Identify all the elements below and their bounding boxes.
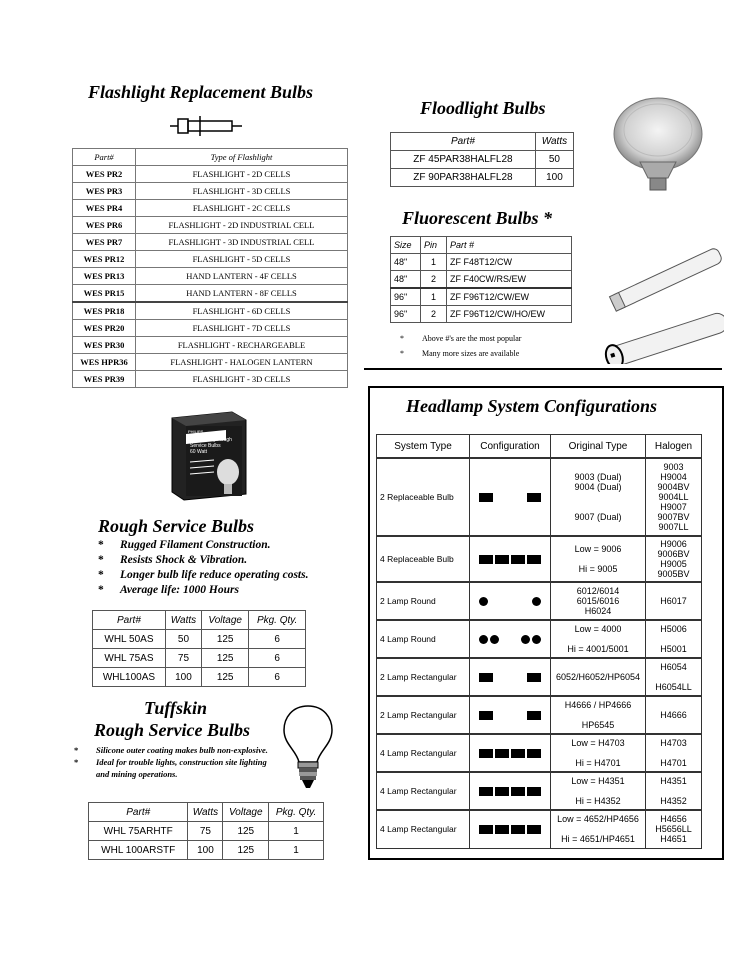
halogen [646,582,702,620]
col-header: Type of Flashlight [136,149,348,166]
configuration-diagram [470,786,550,796]
table-row [377,810,702,848]
flashlight-type: FLASHLIGHT - 7D CELLS [136,320,348,337]
rect-lamp-icon [495,749,509,758]
table-row [377,536,702,582]
bullet-item: * Rugged Filament Construction. [98,538,308,553]
rect-lamp-icon [495,787,509,796]
halogen-line: H5656LL [655,824,692,835]
fluorescent-tube-image [600,232,724,364]
lamp-group [478,492,494,502]
system-type: 2 Replaceable Bulb [377,458,470,536]
original-type [551,772,646,810]
flashlight-type: FLASHLIGHT - 6D CELLS [136,302,348,320]
flashlight-type: FLASHLIGHT - 2D CELLS [136,166,348,183]
original-type [551,696,646,734]
original-line: Hi = H4701 [575,758,621,768]
size: 48" [391,271,421,289]
table-cell: 125 [202,668,249,687]
col-header: Pkg. Qty. [269,803,324,822]
original-line [551,492,645,502]
rect-lamp-icon [479,825,493,834]
table-cell: 75 [188,822,223,841]
table-cell: 125 [223,822,269,841]
original-line: 9007 (Dual) [574,512,622,522]
halogen-line: 9007LL [658,522,689,532]
halogen-line: H4651 [660,834,687,845]
lamp-group [478,672,494,682]
part-number: ZF 45PAR38HALFL28 [391,151,536,169]
table-cell: 1 [269,841,324,860]
halogen [646,536,702,582]
round-lamp-icon [521,635,530,644]
lamp-group [478,748,510,758]
original-line [551,554,645,564]
halogen-line: 9004BV [657,482,690,492]
size: 96" [391,306,421,323]
par-floodlight-image [610,96,706,194]
part-number: ZF F48T12/CW [447,254,572,271]
original-line [551,634,645,644]
rect-lamp-icon [479,749,493,758]
bullet-item: * Average life: 1000 Hours [98,583,308,598]
flashlight-type: HAND LANTERN - 8F CELLS [136,285,348,303]
bulb-image [282,704,334,792]
halogen-line: H5006 [660,624,687,634]
rect-lamp-icon [527,673,541,682]
part-number: WES PR3 [73,183,136,200]
floodlight-title: Floodlight Bulbs [420,98,546,118]
flashlight-title: Flashlight Replacement Bulbs [88,82,314,102]
note: Many more sizes are available [422,349,520,358]
rect-lamp-icon [495,555,509,564]
headlamp-title: Headlamp System Configurations [406,396,658,416]
floodlight-table [390,132,574,187]
halogen-line: H6054LL [655,682,692,692]
col-header: Voltage [202,611,249,630]
package-line: Service Bulbs [190,443,221,449]
col-header: Voltage [223,803,269,822]
table-row [73,200,348,217]
halogen-line: H9004 [660,472,687,482]
table-row [377,696,702,734]
table-row [73,285,348,303]
original-line: Low = 4652/HP4656 [557,814,639,825]
table-cell: 6 [249,649,306,668]
col-header: Part # [447,237,572,254]
package-line: Heavy Duty Rough [190,437,232,443]
table-row [73,234,348,251]
lamp-group [478,596,489,606]
part-number: WES PR39 [73,371,136,388]
configuration [470,620,551,658]
original-line: 6012/6014 [576,586,620,596]
rect-lamp-icon [527,711,541,720]
configuration [470,536,551,582]
halogen-line: H9005 [660,559,687,569]
rect-lamp-icon [479,711,493,720]
table-row [377,658,702,696]
table-row [93,649,306,668]
pin: 2 [421,271,447,289]
table-row [73,371,348,388]
halogen-line: 9003 [663,462,684,472]
system-type: 4 Lamp Rectangular [377,772,470,810]
original-type [551,582,646,620]
original-line [551,748,645,758]
bullet-item: * Resists Shock & Vibration. [98,553,308,568]
halogen-line [646,786,701,796]
col-header: Part# [391,133,536,151]
original-line: H4666 / HP4666 [564,700,632,710]
original-type [551,810,646,848]
part-number: WES PR18 [73,302,136,320]
rect-lamp-icon [511,787,525,796]
table-cell: WHL100AS [93,668,166,687]
part-number: ZF F96T12/CW/HO/EW [447,306,572,323]
table-row [73,251,348,268]
part-number: ZF F96T12/CW/EW [447,288,572,306]
table-row [93,630,306,649]
halogen-line [646,748,701,758]
lamp-group [526,492,542,502]
original-line: H6024 [584,606,612,616]
part-number: ZF F40CW/RS/EW [447,271,572,289]
configuration [470,458,551,536]
rough-bullets [98,538,308,598]
table-row [391,271,572,289]
flashlight-bulb-icon [170,114,244,138]
original-line: Low = 9006 [574,544,622,554]
halogen-line: H9006 [660,539,687,549]
configuration-diagram [470,748,550,758]
configuration-diagram [470,710,550,720]
table-cell: WHL 100ARSTF [89,841,188,860]
halogen [646,772,702,810]
rect-lamp-icon [511,749,525,758]
lamp-group [478,824,510,834]
original-line [551,710,645,720]
table-cell: 125 [202,630,249,649]
table-cell: 125 [223,841,269,860]
pin: 1 [421,254,447,271]
original-type [551,734,646,772]
halogen [646,458,702,536]
rect-lamp-icon [479,787,493,796]
lamp-group [478,634,500,644]
rect-lamp-icon [527,825,541,834]
part-number: WES PR7 [73,234,136,251]
original-type [551,458,646,536]
halogen-line: H4656 [660,814,687,825]
col-header: Watts [165,611,201,630]
flashlight-type: FLASHLIGHT - 3D CELLS [136,183,348,200]
original-line: 9003 (Dual) [574,472,622,482]
tuffskin-bullets [74,744,270,780]
halogen-line: H5001 [660,644,687,654]
part-number: WES PR4 [73,200,136,217]
halogen-line: H4701 [660,758,687,768]
flashlight-type: FLASHLIGHT - 3D INDUSTRIAL CELL [136,234,348,251]
halogen [646,734,702,772]
part-number: WES PR20 [73,320,136,337]
part-number: WES PR6 [73,217,136,234]
part-number: WES PR30 [73,337,136,354]
original-line: HP6545 [581,720,615,730]
configuration [470,658,551,696]
halogen-line: 9004LL [658,492,689,502]
original-line: Hi = 4001/5001 [567,644,629,654]
col-header: Part# [89,803,188,822]
system-type: 4 Lamp Rectangular [377,810,470,848]
table-row [73,302,348,320]
halogen-line: H4351 [660,776,687,786]
col-header: Halogen [646,435,702,459]
table-cell: 6 [249,630,306,649]
col-header: Configuration [470,435,551,459]
system-type: 4 Lamp Rectangular [377,734,470,772]
part-number: WES PR15 [73,285,136,303]
configuration-diagram [470,634,550,644]
fluorescent-title: Fluorescent Bulbs * [402,208,553,228]
bullet-item: * Silicone outer coating makes bulb non-explosive. [74,744,270,756]
original-line: Low = 4000 [574,624,622,634]
flashlight-type: HAND LANTERN - 4F CELLS [136,268,348,285]
lamp-group [478,710,494,720]
part-number: WES PR12 [73,251,136,268]
section-divider [364,368,722,370]
table-cell: 1 [269,822,324,841]
halogen [646,696,702,734]
table-cell: 75 [165,649,201,668]
col-header: System Type [377,435,470,459]
lamp-group [478,554,510,564]
col-header: Original Type [551,435,646,459]
flashlight-type: FLASHLIGHT - 2D INDUSTRIAL CELL [136,217,348,234]
table-row [391,288,572,306]
table-row [93,668,306,687]
original-line [551,786,645,796]
table-row [377,772,702,810]
configuration-diagram [470,554,550,564]
table-row [89,841,324,860]
lamp-group [526,672,542,682]
table-row [73,183,348,200]
pin: 2 [421,306,447,323]
halogen-line [646,634,701,644]
table-cell: WHL 75AS [93,649,166,668]
original-line: 9004 (Dual) [574,482,622,492]
configuration [470,772,551,810]
bulb-package-image [166,410,252,502]
system-type: 2 Lamp Rectangular [377,696,470,734]
lamp-group [510,786,542,796]
fluorescent-notes: * Above #'s are the most popular * Many more sizes are available [400,334,522,358]
system-type: 2 Lamp Rectangular [377,658,470,696]
rect-lamp-icon [479,493,493,502]
rect-lamp-icon [527,749,541,758]
original-line [551,502,645,512]
table-row [73,320,348,337]
round-lamp-icon [532,635,541,644]
table-cell: 100 [188,841,223,860]
bullet-item: * Ideal for trouble lights, construction site lighting and mining operations. [74,756,270,780]
round-lamp-icon [532,597,541,606]
size: 96" [391,288,421,306]
table-row [89,822,324,841]
halogen [646,658,702,696]
rect-lamp-icon [479,673,493,682]
size: 48" [391,254,421,271]
halogen-line: 9005BV [657,569,690,579]
col-header: Pin [421,237,447,254]
halogen [646,620,702,658]
system-type: 4 Lamp Round [377,620,470,658]
lamp-group [531,596,542,606]
rect-lamp-icon [527,555,541,564]
lamp-group [520,634,542,644]
table-cell: WHL 50AS [93,630,166,649]
configuration [470,696,551,734]
rect-lamp-icon [527,787,541,796]
table-row [391,306,572,323]
configuration [470,810,551,848]
part-number: WES PR13 [73,268,136,285]
halogen-line: H6054 [660,662,687,672]
col-header: Size [391,237,421,254]
col-header: Watts [535,133,573,151]
tuffskin-title: Tuffskin [144,698,208,718]
tuffskin-subtitle: Rough Service Bulbs [94,720,251,740]
halogen-line [646,672,701,682]
configuration-diagram [470,492,550,502]
lamp-group [510,554,542,564]
watts: 50 [535,151,573,169]
table-cell: 6 [249,668,306,687]
flashlight-type: FLASHLIGHT - 2C CELLS [136,200,348,217]
table-cell: WHL 75ARHTF [89,822,188,841]
table-row [73,354,348,371]
original-line: 6015/6016 [576,596,620,606]
flashlight-table [72,148,348,388]
original-line: Hi = 4651/HP4651 [561,834,635,845]
rect-lamp-icon [495,825,509,834]
rough-table [92,610,306,687]
original-line: Hi = 9005 [578,564,618,574]
lamp-group [478,786,510,796]
package-line: 60 Watt [190,449,208,455]
lamp-group [510,824,542,834]
original-line: 6052/H6052/HP6054 [555,672,641,682]
lamp-group [526,710,542,720]
halogen-line: H4666 [660,710,687,720]
rect-lamp-icon [511,825,525,834]
table-row [391,151,574,169]
table-row [391,169,574,187]
halogen [646,810,702,848]
rough-title: Rough Service Bulbs [98,516,255,536]
flashlight-type: FLASHLIGHT - HALOGEN LANTERN [136,354,348,371]
halogen-line: 9007BV [657,512,690,522]
part-number: WES PR2 [73,166,136,183]
original-line [551,824,645,834]
original-type [551,658,646,696]
table-row [73,337,348,354]
part-number: WES HPR36 [73,354,136,371]
col-header: Part# [93,611,166,630]
bullet-item: * Longer bulb life reduce operating costs. [98,568,308,583]
headlamp-table [376,434,702,849]
rect-lamp-icon [511,555,525,564]
original-line: Low = H4703 [571,738,625,748]
original-type [551,620,646,658]
halogen-line: H4703 [660,738,687,748]
flashlight-type: FLASHLIGHT - RECHARGEABLE [136,337,348,354]
tuffskin-table [88,802,324,860]
table-cell: 125 [202,649,249,668]
part-number: ZF 90PAR38HALFL28 [391,169,536,187]
table-row [73,268,348,285]
configuration-diagram [470,824,550,834]
table-row [377,734,702,772]
table-row [391,254,572,271]
table-row [377,620,702,658]
table-row [377,582,702,620]
halogen-line: H4352 [660,796,687,806]
col-header: Pkg. Qty. [249,611,306,630]
table-row [73,166,348,183]
round-lamp-icon [479,597,488,606]
rect-lamp-icon [479,555,493,564]
note: Above #'s are the most popular [422,334,522,343]
configuration [470,734,551,772]
rect-lamp-icon [527,493,541,502]
halogen-line: H9007 [660,502,687,512]
pin: 1 [421,288,447,306]
col-header: Watts [188,803,223,822]
configuration-diagram [470,596,550,606]
system-type: 4 Replaceable Bulb [377,536,470,582]
fluorescent-table [390,236,572,323]
configuration [470,582,551,620]
table-row [377,458,702,536]
original-line: Hi = H4352 [575,796,621,806]
round-lamp-icon [479,635,488,644]
col-header: Part# [73,149,136,166]
table-row [73,217,348,234]
table-cell: 50 [165,630,201,649]
flashlight-type: FLASHLIGHT - 5D CELLS [136,251,348,268]
halogen-line: 9006BV [657,549,690,559]
lamp-group [510,748,542,758]
flashlight-type: FLASHLIGHT - 3D CELLS [136,371,348,388]
table-cell: 100 [165,668,201,687]
configuration-diagram [470,672,550,682]
package-brand: PHILIPS [188,429,204,434]
round-lamp-icon [490,635,499,644]
original-type [551,536,646,582]
watts: 100 [535,169,573,187]
original-line: Low = H4351 [571,776,625,786]
system-type: 2 Lamp Round [377,582,470,620]
halogen-line: H6017 [660,596,687,606]
